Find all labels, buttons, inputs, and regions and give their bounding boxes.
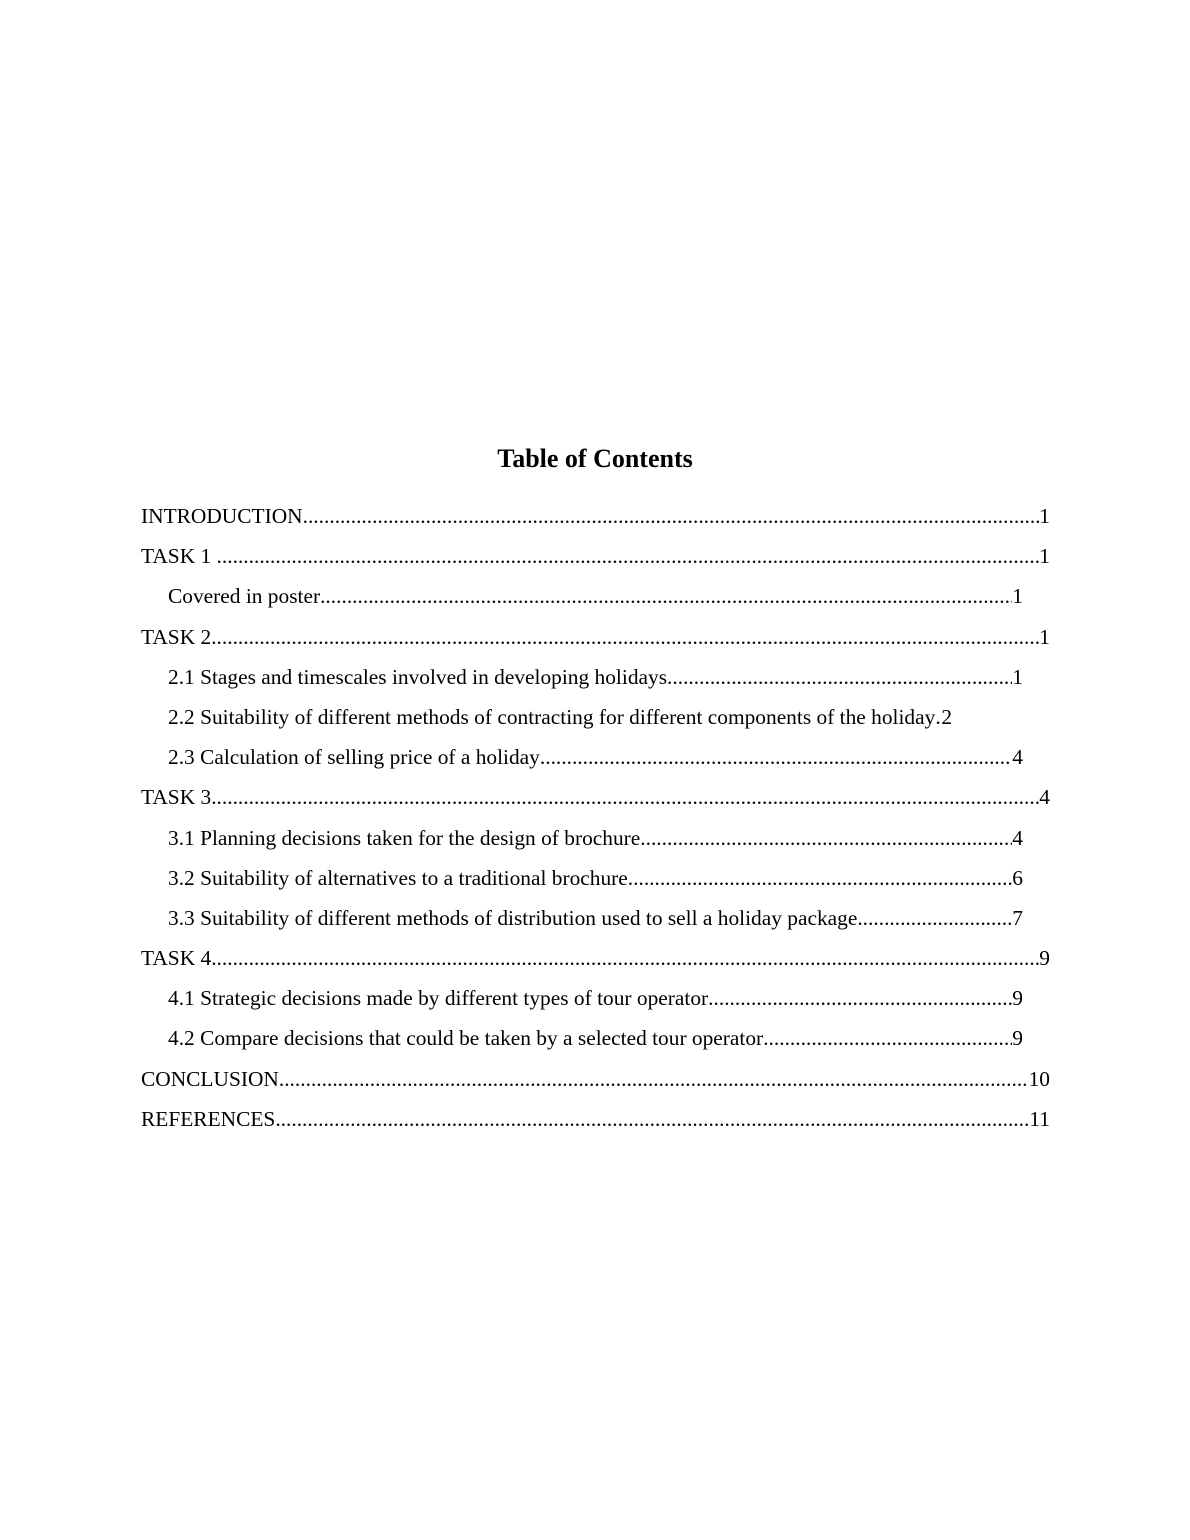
toc-page-number: 4 [1012, 825, 1023, 850]
toc-page-number: 2 [941, 704, 953, 729]
dot-leader [540, 743, 1012, 771]
toc-page-number: 1 [1039, 504, 1050, 528]
dot-leader [211, 623, 1039, 651]
dot-leader [763, 1024, 1012, 1052]
toc-entry-task-4[interactable] [0, 938, 1190, 978]
dot-leader [628, 864, 1013, 892]
toc-page-number: 10 [1028, 1066, 1050, 1091]
toc-entry-label: TASK 2 [141, 624, 212, 649]
toc-entry-label: 4.2 Compare decisions that could be taken by a selected tour operator [168, 1026, 764, 1051]
toc-entry-label: REFERENCES [141, 1106, 276, 1131]
toc-page-number: 9 [1039, 946, 1050, 971]
toc-entry-3-3[interactable] [0, 898, 1190, 938]
toc-entry-label: TASK 1 [141, 544, 217, 569]
dot-leader [279, 1065, 1029, 1093]
dot-leader [667, 663, 1012, 691]
dot-leader [211, 944, 1039, 972]
toc-entry-label: 4.1 Strategic decisions made by different types of tour operator [168, 986, 709, 1011]
toc-entry-label: 3.2 Suitability of alternatives to a traditional brochure [168, 865, 628, 890]
dot-leader [217, 542, 1040, 570]
toc-page-number: 11 [1029, 1106, 1050, 1131]
toc-page-number: 1 [1039, 624, 1050, 649]
toc-entry-label: 2.3 Calculation of selling price of a holiday [168, 745, 540, 770]
toc-entry-label: INTRODUCTION [141, 504, 303, 528]
toc-entry-label: 2.2 Suitability of different methods of contracting for different components of the holiday [168, 704, 936, 729]
dot-leader [708, 984, 1012, 1012]
toc-entry-label: 3.3 Suitability of different methods of distribution used to sell a holiday package [168, 905, 858, 930]
toc-page-number: 1 [1039, 544, 1050, 569]
toc-entry-label: TASK 4 [141, 946, 212, 971]
toc-entry-2-1[interactable] [0, 657, 1190, 697]
toc-entry-references[interactable] [0, 1099, 1190, 1139]
dot-leader [320, 582, 1012, 610]
dot-leader [857, 904, 1012, 932]
toc-entry-covered-in-poster[interactable] [0, 576, 1190, 616]
toc-entry-label: 2.1 Stages and timescales involved in developing holidays [168, 664, 668, 689]
toc-entry-3-1[interactable] [0, 818, 1190, 858]
dot-leader [640, 824, 1012, 852]
toc-title: Table of Contents [497, 444, 693, 473]
toc-entry-conclusion[interactable] [0, 1059, 1190, 1099]
toc-page-number: 1 [1012, 664, 1023, 689]
toc-entry-4-2[interactable] [0, 1018, 1190, 1058]
toc-entry-2-3[interactable] [0, 737, 1190, 777]
toc-entry-3-2[interactable] [0, 858, 1190, 898]
toc-entry-task-3[interactable] [0, 777, 1190, 817]
toc-page-number: 7 [1012, 905, 1023, 930]
toc-entry-label: 3.1 Planning decisions taken for the design of brochure [168, 825, 641, 850]
toc-entry-2-2[interactable] [0, 697, 1190, 737]
toc-list [0, 496, 1190, 1139]
toc-page-number: 6 [1012, 865, 1023, 890]
toc-entry-label: TASK 3 [141, 785, 212, 810]
toc-entry-label: Covered in poster [168, 584, 321, 609]
toc-entry-label: CONCLUSION [141, 1066, 279, 1091]
toc-page-number: 9 [1012, 986, 1023, 1011]
toc-page-number: 1 [1012, 584, 1023, 609]
dot-leader [303, 502, 1040, 530]
toc-page-number: 9 [1012, 1026, 1023, 1051]
toc-entry-4-1[interactable] [0, 978, 1190, 1018]
toc-entry-task-1[interactable] [0, 536, 1190, 576]
dot-leader [211, 783, 1039, 811]
toc-entry-task-2[interactable] [0, 617, 1190, 657]
dot-leader [275, 1105, 1029, 1133]
toc-entry-introduction[interactable] [0, 496, 1190, 536]
toc-page-number: 4 [1039, 785, 1050, 810]
toc-page-number: 4 [1012, 745, 1023, 770]
